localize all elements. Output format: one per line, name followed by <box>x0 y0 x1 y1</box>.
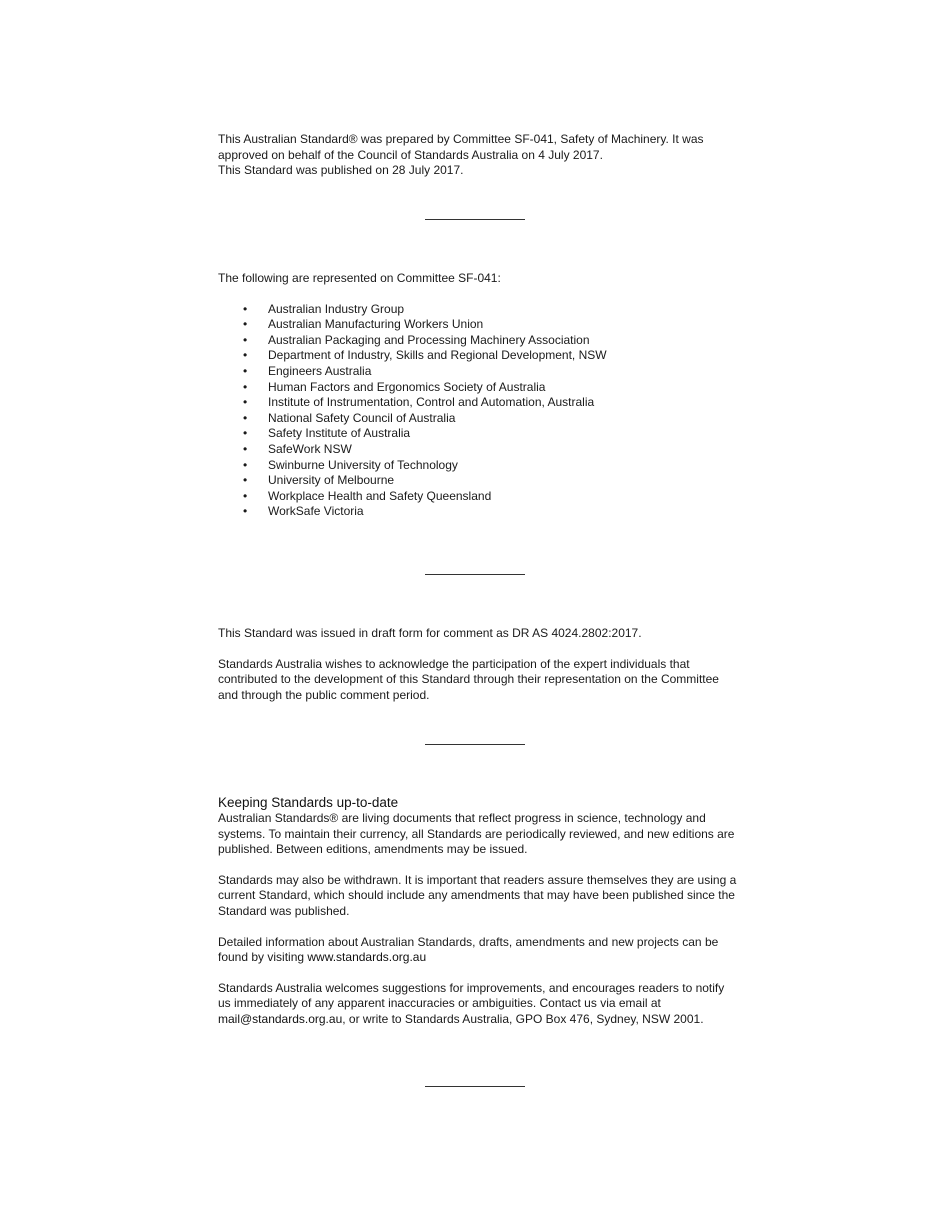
committee-member-list <box>218 302 738 520</box>
section-divider <box>425 574 525 575</box>
paragraph-living-documents: Australian Standards® are living documents that reflect progress in science, technology and systems. To maintain their currency, all Standards are periodically reviewed, and new editions are published. Between editions, amendments may be issued. <box>218 811 735 857</box>
list-item: • Safety Institute of Australia <box>218 426 738 442</box>
paragraph-withdrawn: Standards may also be withdrawn. It is important that readers assure themselves they are using a current Standard, which should include any amendments that may have been published since the Standard was published. <box>218 872 737 918</box>
email-link[interactable]: mail@standards.org.au <box>218 1011 343 1026</box>
section-heading: Keeping Standards up-to-date <box>218 795 399 810</box>
keeping-up-to-date-section <box>218 795 738 1028</box>
website-link[interactable]: www.standards.org.au <box>307 950 427 965</box>
list-item: • Human Factors and Ergonomics Society of Australia <box>218 380 738 396</box>
paragraph-contact <box>218 981 738 1028</box>
list-item: • Australian Packaging and Processing Machinery Association <box>218 333 738 349</box>
committee-section <box>218 271 738 520</box>
paragraph-website <box>218 935 738 966</box>
list-item: • Swinburne University of Technology <box>218 458 738 474</box>
section-divider <box>425 1086 525 1087</box>
list-item: • Institute of Instrumentation, Control and Automation, Australia <box>218 395 738 411</box>
section-divider <box>425 744 525 745</box>
list-item: • Engineers Australia <box>218 364 738 380</box>
preparation-statement <box>218 132 738 179</box>
publication-date-text: This Standard was published on 28 July 2017. <box>218 163 464 178</box>
list-item: • WorkSafe Victoria <box>218 504 738 520</box>
list-item: • Australian Manufacturing Workers Union <box>218 317 738 333</box>
list-item: • Department of Industry, Skills and Regional Development, NSW <box>218 348 738 364</box>
acknowledgement-text: Standards Australia wishes to acknowledge the participation of the expert individuals that contributed to the development of this Standard through their representation on the Committee and through the public comment period. <box>218 656 719 702</box>
list-item: • Workplace Health and Safety Queensland <box>218 489 738 505</box>
committee-intro: The following are represented on Committee SF-041: <box>218 271 501 285</box>
draft-issued-text: This Standard was issued in draft form for comment as DR AS 4024.2802:2017. <box>218 626 642 640</box>
contact-text: Standards Australia welcomes suggestions for improvements, and encourages readers to notify us immediately of any apparent inaccuracies or ambiguities. Contact us via email at <box>218 980 725 1011</box>
list-item: • University of Melbourne <box>218 473 738 489</box>
contact-address-text: , or write to Standards Australia, GPO Box 476, Sydney, NSW 2001. <box>342 1011 704 1026</box>
website-text: Detailed information about Australian Standards, drafts, amendments and new projects can be found by visiting <box>218 934 719 965</box>
list-item: • SafeWork NSW <box>218 442 738 458</box>
section-divider <box>425 219 525 220</box>
preparation-text: This Australian Standard® was prepared by Committee SF-041, Safety of Machinery. It was approved on behalf of the Council of Standards Australia on 4 July 2017. <box>218 132 704 162</box>
list-item: • National Safety Council of Australia <box>218 411 738 427</box>
list-item: • Australian Industry Group <box>218 302 738 318</box>
draft-section <box>218 626 738 703</box>
